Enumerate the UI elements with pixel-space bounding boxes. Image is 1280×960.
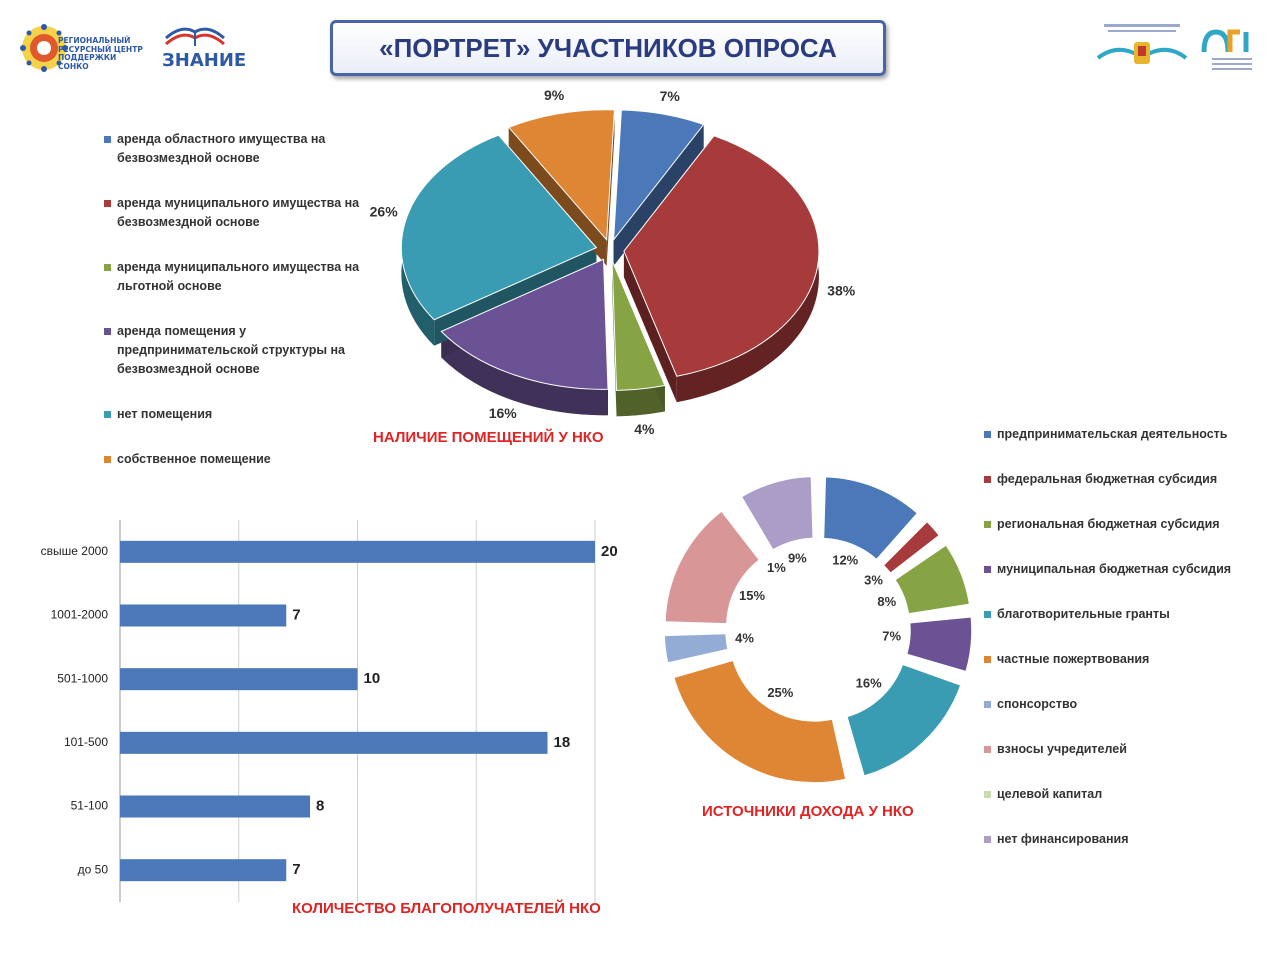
income-data-label: 1% [767,560,786,576]
income-legend-item [984,695,1274,714]
income-chart-title: ИСТОЧНИКИ ДОХОДА У НКО [702,803,914,820]
premises-legend-item [104,194,384,232]
legend-label: предпринимательская деятельность [997,427,1228,441]
premises-data-label: 26% [369,203,398,220]
legend-label: спонсорство [997,697,1078,711]
bar [120,541,595,563]
legend-swatch [984,521,991,528]
category-tick-label: 51-100 [70,798,108,813]
bar [120,796,310,818]
income-data-label: 3% [864,572,883,588]
legend-label: нет помещения [117,407,213,421]
income-legend-item [984,515,1274,534]
category-tick-label: 501-1000 [57,671,108,686]
bar [120,668,358,690]
income-data-label: 4% [735,630,754,646]
premises-data-label: 4% [634,421,655,438]
legend-label: нет финансирования [997,832,1129,846]
income-slice [665,511,760,624]
beneficiaries-chart-title: КОЛИЧЕСТВО БЛАГОПОЛУЧАТЕЛЕЙ НКО [292,900,601,917]
legend-swatch [984,566,991,573]
page-title: «ПОРТРЕТ» УЧАСТНИКОВ ОПРОСА [379,32,837,63]
premises-data-label: 38% [827,282,856,299]
bar-value-label: 10 [363,670,381,688]
income-data-label: 7% [882,628,902,644]
legend-swatch [984,611,991,618]
bar-value-label: 7 [292,606,301,624]
income-legend-item [984,740,1274,759]
legend-label: аренда муниципального имущества на льготной основе [117,260,360,293]
legend-swatch [984,701,991,708]
category-tick-label: до 50 [77,862,108,877]
income-slice [664,634,728,664]
income-data-label: 25% [767,685,794,701]
income-donut-chart [666,480,976,780]
legend-swatch [104,328,111,335]
legend-swatch [104,136,111,143]
income-legend-item [984,605,1274,624]
bar [120,605,286,627]
legend-swatch [984,791,991,798]
legend-swatch [984,476,991,483]
income-legend-item [984,560,1274,579]
legend-label: взносы учредителей [997,742,1127,756]
logo-line-1: РЕГИОНАЛЬНЫЙ [58,36,131,45]
legend-label: благотворительные гранты [997,607,1170,621]
legend-label: целевой капитал [997,787,1103,801]
legend-swatch [104,411,111,418]
premises-data-label: 9% [544,87,565,104]
znanie-label: ЗНАНИЕ [162,50,247,71]
income-slice [741,476,813,550]
bar-value-label: 7 [292,861,301,879]
legend-swatch [104,456,111,463]
legend-swatch [984,656,991,663]
legend-swatch [104,200,111,207]
bar [120,859,286,881]
premises-legend-item [104,450,384,469]
legend-label: муниципальная бюджетная субсидия [997,562,1232,576]
legend-label: аренда помещения у предпринимательской структуры на безвозмездной основе [117,324,346,376]
bar-value-label: 8 [316,797,325,815]
legend-swatch [984,431,991,438]
legend-swatch [984,746,991,753]
income-slice [907,617,972,672]
logo-line-2: РЕСУРСНЫЙ ЦЕНТР [58,44,143,54]
premises-data-label: 7% [659,87,680,104]
category-tick-label: 1001-2000 [50,607,108,622]
bar-value-label: 18 [553,733,571,751]
premises-legend-item [104,130,384,168]
income-data-label: 15% [739,587,766,603]
legend-swatch [984,836,991,843]
book-icon [160,18,230,50]
legend-label: аренда областного имущества на безвозмездной основе [117,132,326,165]
legend-swatch [104,264,111,271]
bar [120,732,548,754]
income-data-label: 12% [832,552,859,568]
legend-label: собственное помещение [117,452,271,466]
api-association-logo [1198,22,1260,76]
income-legend-item [984,650,1274,669]
income-legend-item [984,470,1274,489]
premises-legend [104,130,384,495]
resource-center-logo [18,22,148,74]
income-slice [674,660,846,783]
beneficiaries-bar-chart [40,516,618,916]
legend-label: частные пожертвования [997,652,1150,666]
premises-legend-item [104,322,384,379]
premises-legend-item [104,258,384,296]
income-legend-item [984,425,1274,444]
znanie-logo [160,18,247,74]
income-legend-item [984,785,1274,804]
premises-data-label: 16% [488,405,517,422]
income-legend [984,425,1274,875]
income-legend-item [984,830,1274,849]
income-data-label: 16% [855,675,882,691]
income-data-label: 9% [787,550,807,566]
premises-legend-item [104,405,384,424]
category-tick-label: 101-500 [63,735,108,750]
legend-label: аренда муниципального имущества на безвозмездной основе [117,196,360,229]
regional-emblem-logo [1096,20,1188,74]
income-data-label: 8% [877,594,897,610]
legend-label: региональная бюджетная субсидия [997,517,1220,531]
category-tick-label: свыше 2000 [40,544,108,559]
logo-line-3: ПОДДЕРЖКИ СОНКО [58,53,117,71]
legend-label: федеральная бюджетная субсидия [997,472,1218,486]
bar-value-label: 20 [601,542,618,560]
page-title-banner [330,20,886,76]
premises-chart-title: НАЛИЧИЕ ПОМЕЩЕНИЙ У НКО [373,429,604,446]
